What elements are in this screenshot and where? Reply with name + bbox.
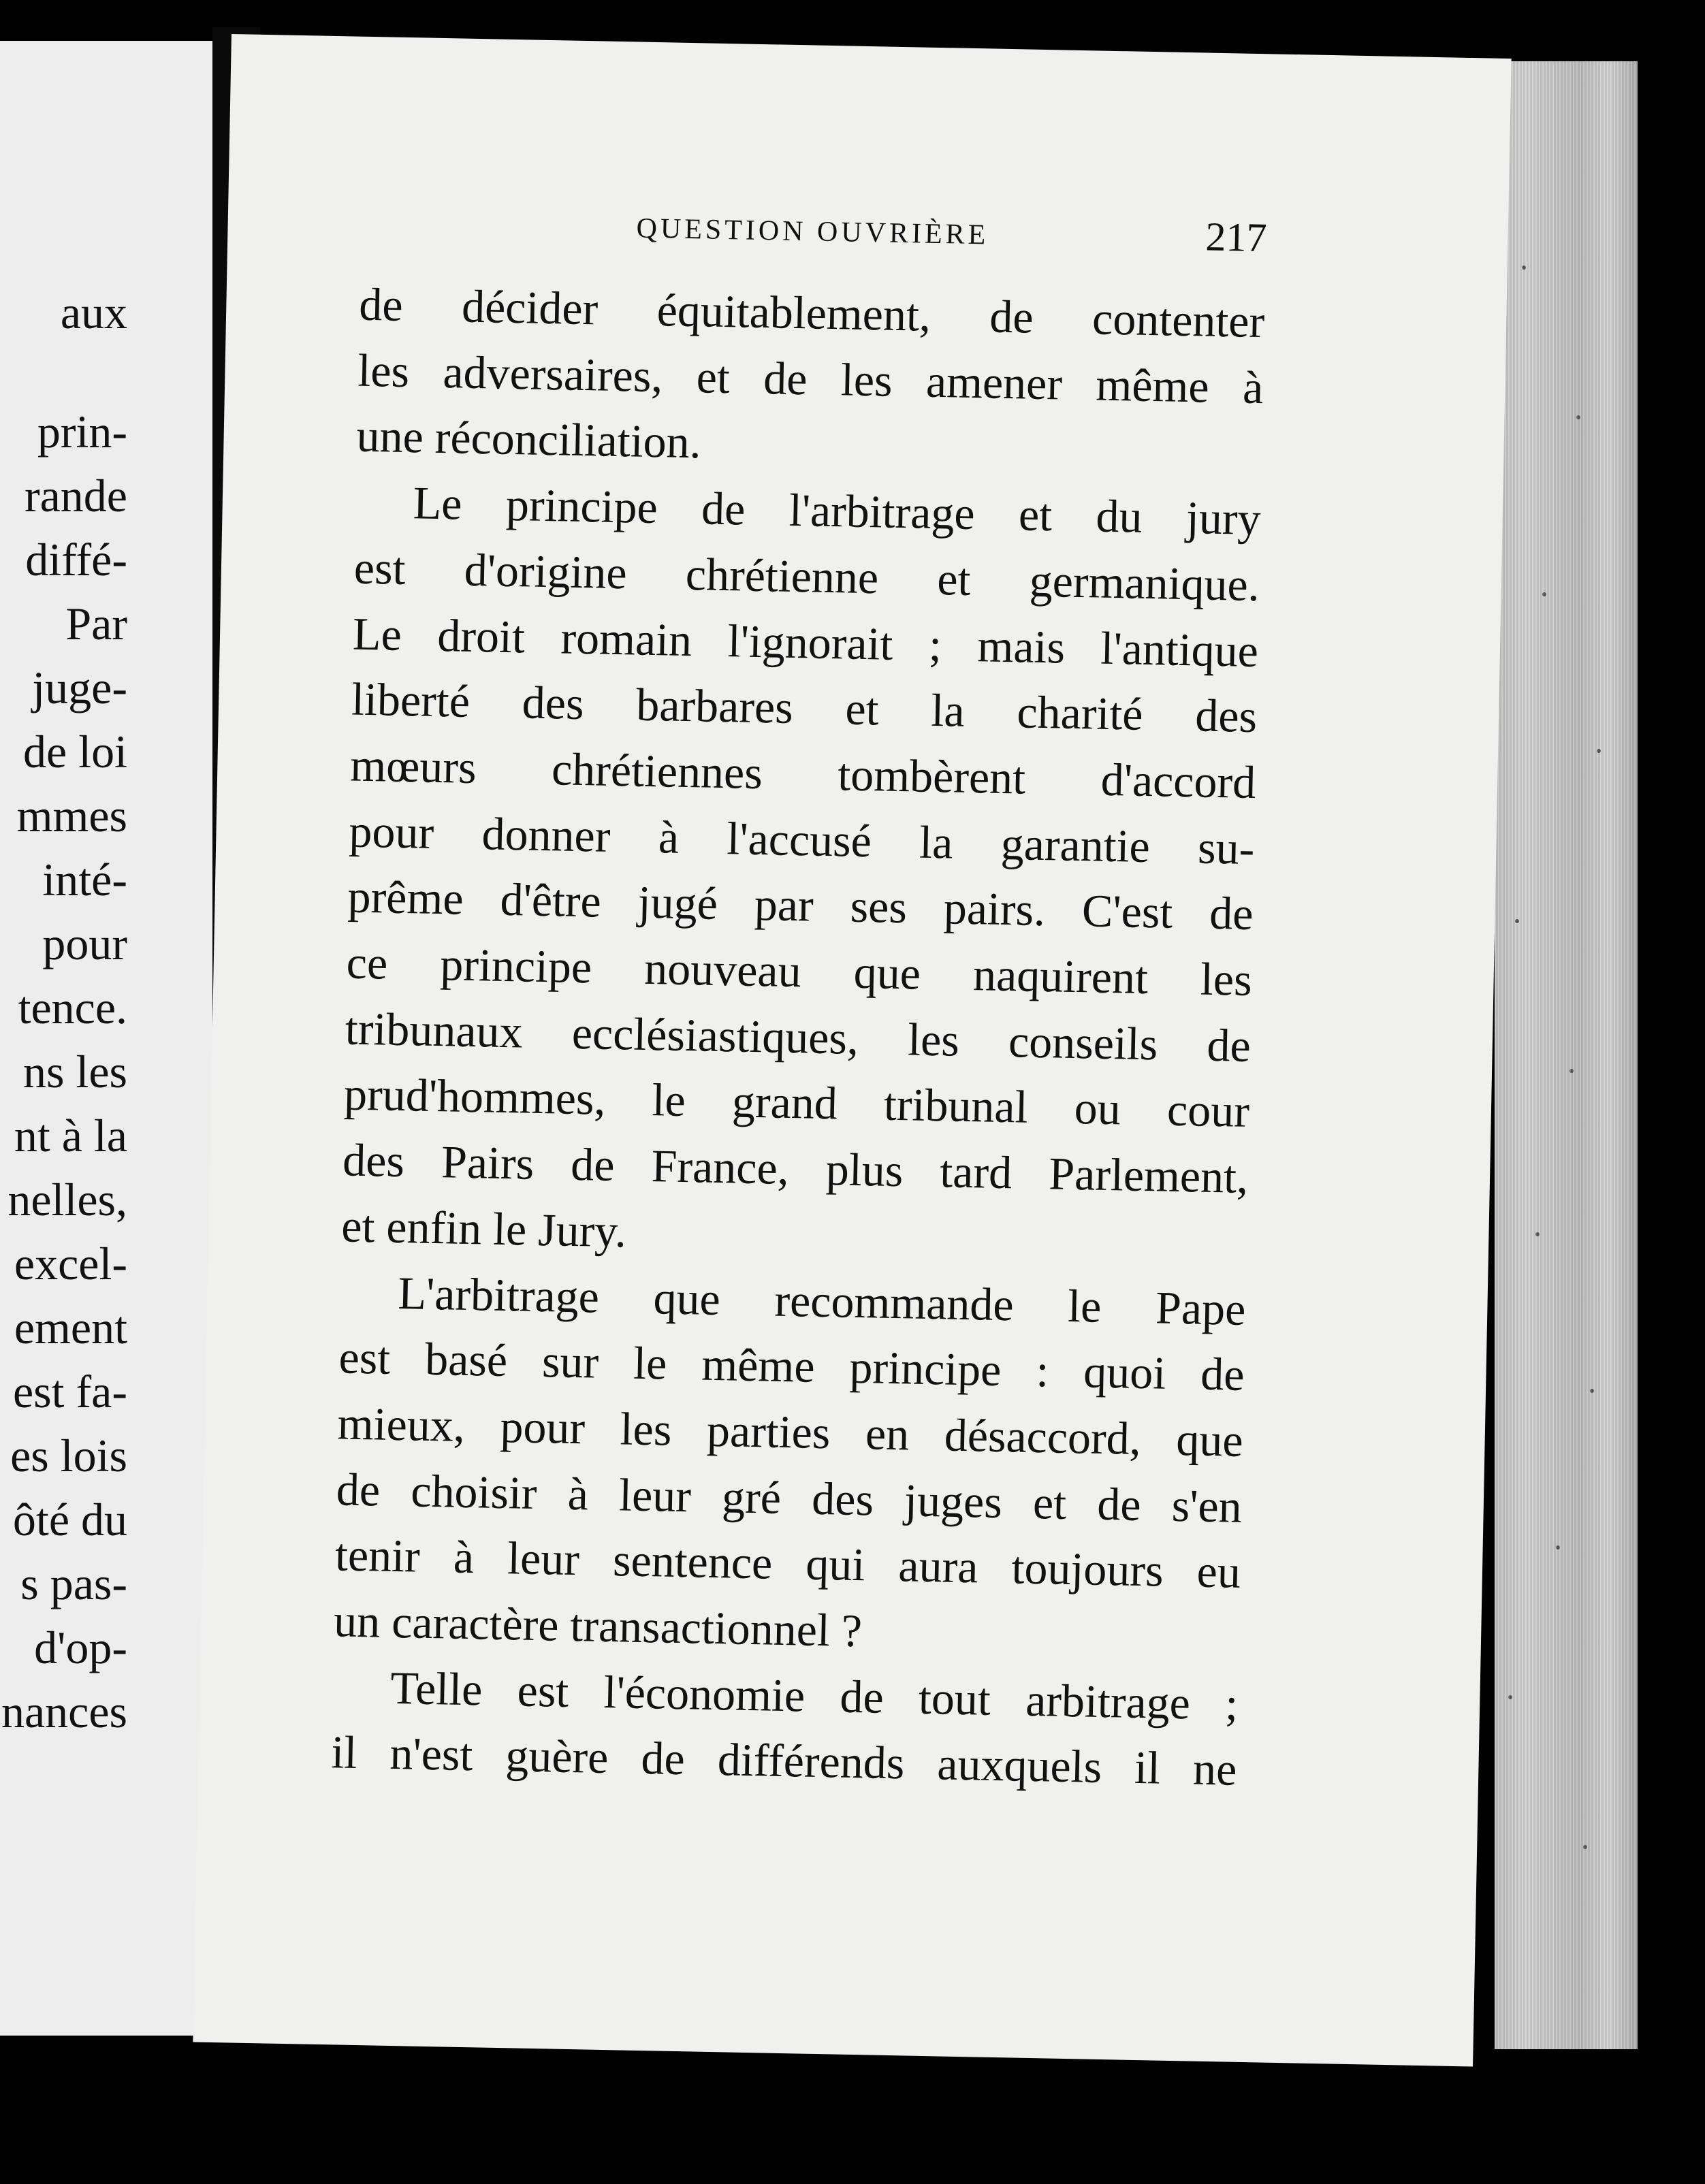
left-page-line: nelles,	[7, 1174, 127, 1225]
left-page-line: rande	[24, 470, 127, 521]
text-line: de décider équitablement, de contenter	[358, 278, 1265, 348]
text-line: Le droit romain l'ignorait ; mais l'antique	[352, 607, 1259, 677]
left-page-line: prin-	[37, 406, 127, 457]
left-page-line: Par	[65, 598, 127, 649]
running-head: QUESTION OUVRIÈRE	[636, 212, 989, 251]
text-line: prud'hommes, le grand tribunal ou cour	[343, 1067, 1250, 1138]
left-page-line: aux	[60, 287, 127, 338]
left-page-line: inté-	[42, 854, 127, 905]
text-line: liberté des barbares et la charité des	[351, 673, 1258, 743]
text-line: pour donner à l'accusé la garantie su-	[348, 805, 1256, 874]
left-page-line: ôté du	[12, 1494, 127, 1545]
left-page-line: pour	[42, 918, 127, 969]
left-page-line: nances	[1, 1686, 127, 1737]
left-page-line: d'op-	[34, 1622, 127, 1673]
body-text	[331, 272, 1265, 1803]
left-page-line: s pas-	[20, 1558, 127, 1609]
text-line: Telle est l'économie de tout arbitrage ;	[389, 1661, 1239, 1730]
text-line: est d'origine chrétienne et germanique.	[353, 541, 1260, 611]
text-line: ce principe nouveau que naquirent les	[346, 936, 1253, 1006]
text-line: de choisir à leur gré des juges et de s'en	[336, 1463, 1243, 1532]
text-line: un caractère transactionnel ?	[333, 1594, 863, 1657]
left-page-line: de loi	[23, 726, 127, 777]
left-page-line: nt à la	[14, 1110, 127, 1161]
left-page-line: excel-	[14, 1238, 127, 1289]
text-line: est basé sur le même principe : quoi de	[338, 1331, 1245, 1401]
text-line: et enfin le Jury.	[340, 1200, 627, 1257]
left-page-line: mmes	[16, 790, 127, 841]
text-line: il n'est guère de différends auxquels il ne	[330, 1726, 1238, 1796]
left-page-line: juge-	[32, 662, 127, 713]
text-line: prême d'être jugé par ses pairs. C'est de	[347, 870, 1254, 940]
text-line: mieux, pour les parties en désaccord, que	[337, 1397, 1244, 1466]
text-line: L'arbitrage que recommande le Pape	[397, 1266, 1247, 1335]
page-edge	[1495, 61, 1638, 2049]
left-page-line: tence.	[18, 982, 127, 1033]
text-line: tenir à leur sentence qui aura toujours eu	[334, 1528, 1241, 1599]
right-page	[193, 34, 1511, 2067]
left-page-line: est fa-	[12, 1366, 127, 1417]
text-line: une réconciliation.	[355, 410, 702, 468]
text-line: Le principe de l'arbitrage et du jury	[413, 477, 1262, 545]
text-line: tribunaux ecclésiastiques, les conseils de	[345, 1002, 1252, 1072]
left-page-line: ns les	[23, 1046, 127, 1097]
left-page-line: ement	[14, 1302, 127, 1353]
text-line: des Pairs de France, plus tard Parlement,	[342, 1134, 1249, 1204]
left-page-line: diffé-	[25, 534, 127, 585]
page-number: 217	[1205, 214, 1268, 261]
text-line: les adversaires, et de les amener même à	[357, 344, 1264, 413]
left-page-line: es lois	[10, 1430, 127, 1481]
left-page	[0, 41, 212, 2036]
text-line: mœurs chrétiennes tombèrent d'accord	[349, 739, 1256, 808]
